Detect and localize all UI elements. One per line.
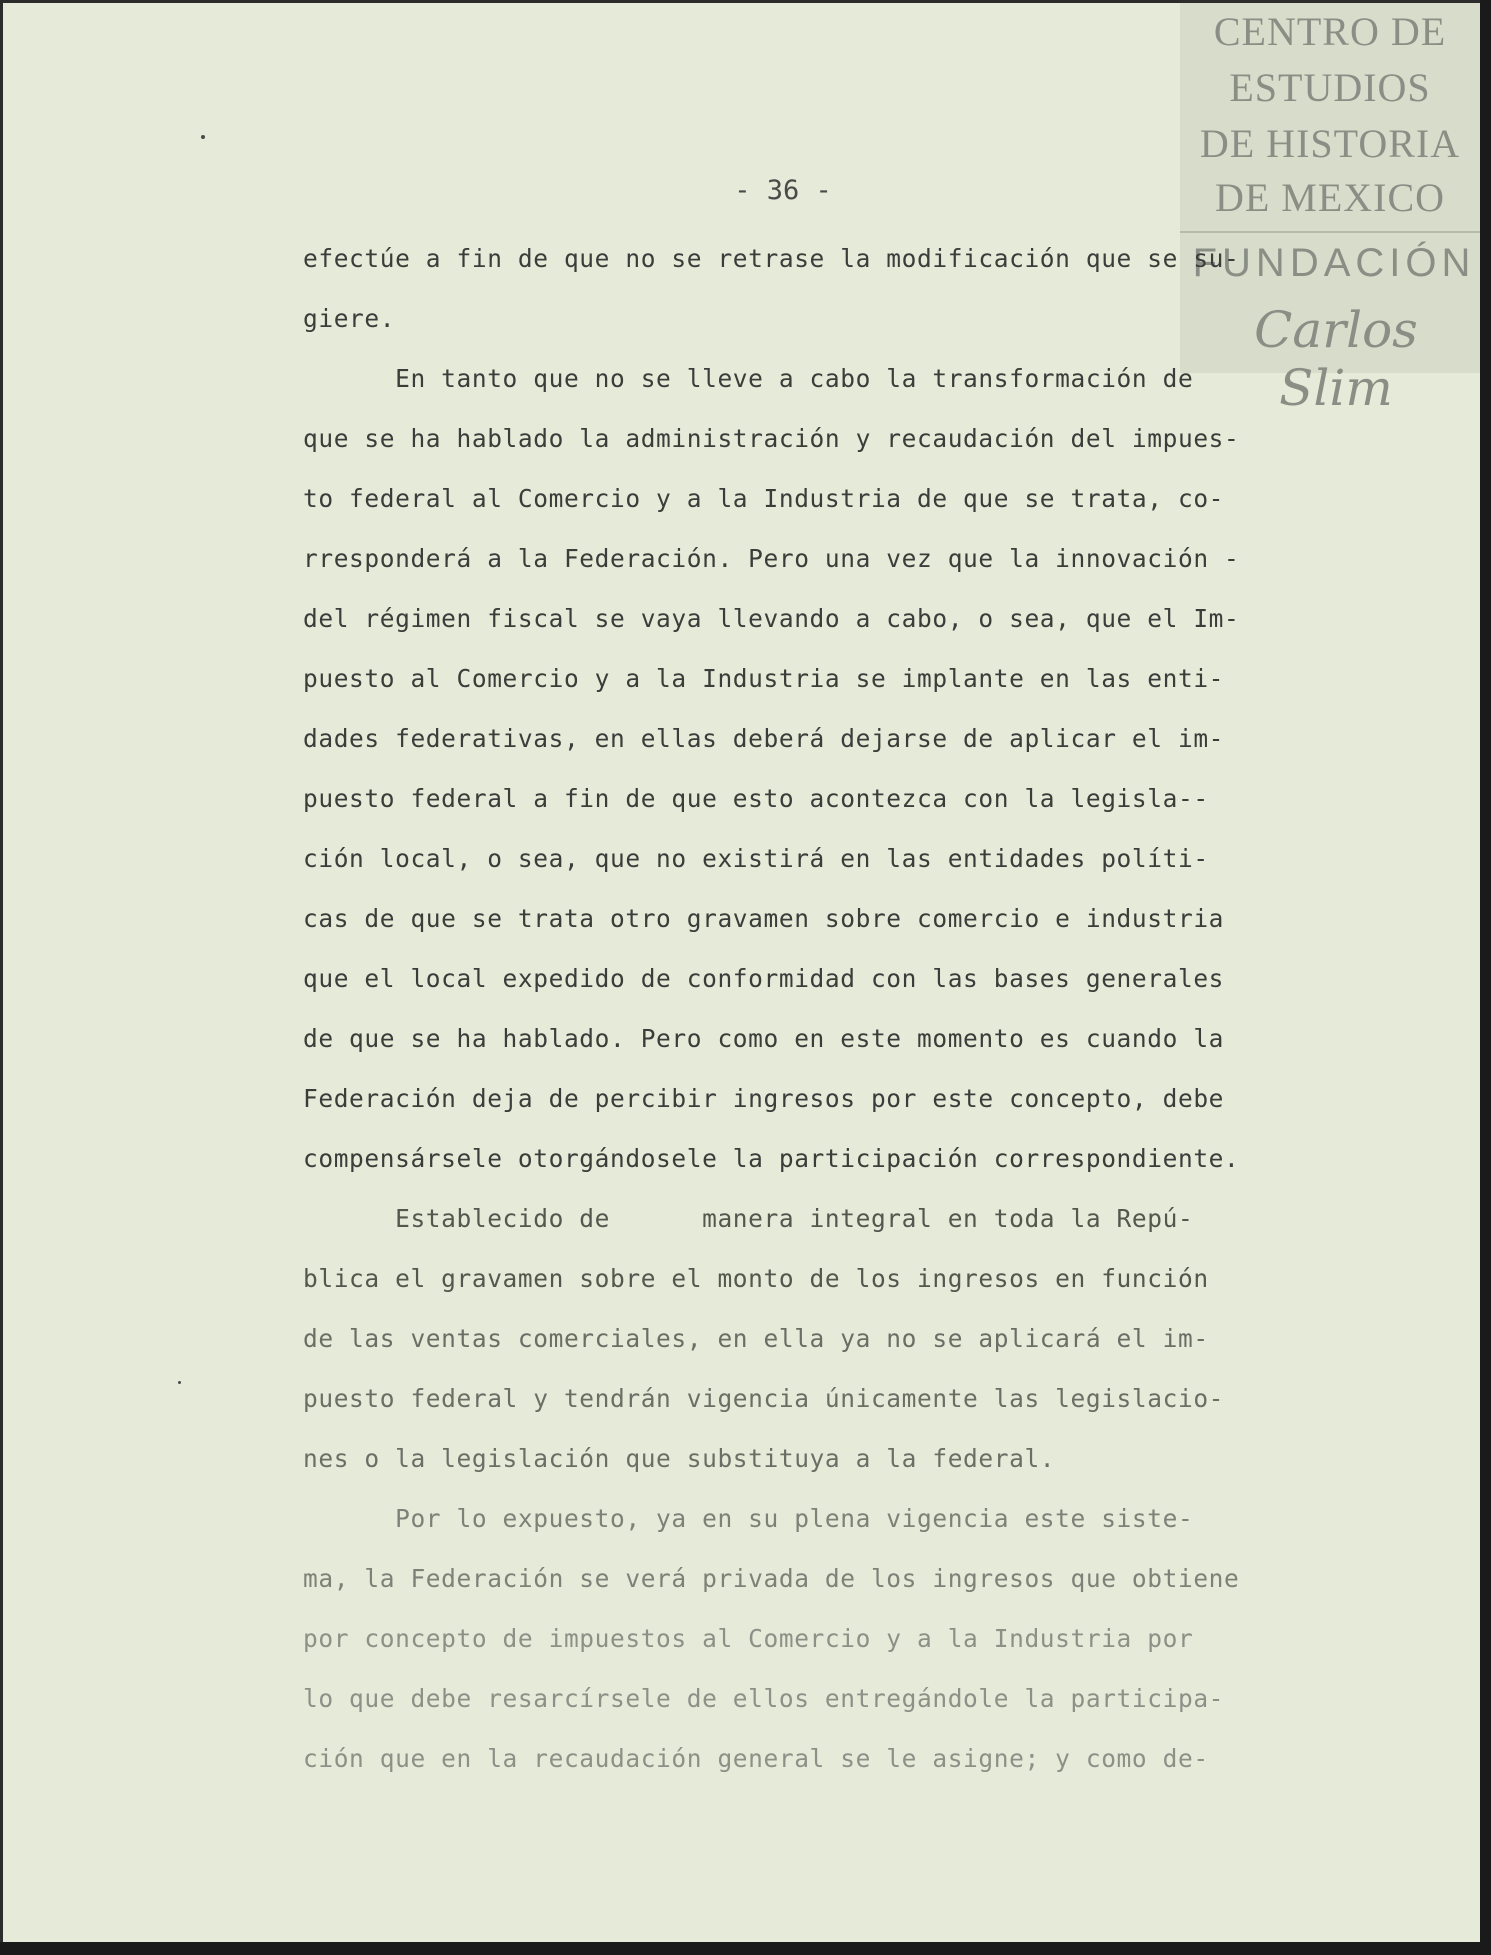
text-line: to federal al Comercio y a la Industria de que se trata, co- (303, 484, 1225, 513)
ink-speck (178, 1381, 181, 1384)
stamp-line-3: DE HISTORIA (1199, 121, 1461, 166)
text-line: lo que debe resarcírsele de ellos entregándole la participa- (303, 1684, 1225, 1713)
text-line: rresponderá a la Federación. Pero una vez que la innovación - (303, 544, 1240, 573)
text-line: cas de que se trata otro gravamen sobre comercio e industria (303, 904, 1225, 933)
text-line: Federación deja de percibir ingresos por este concepto, debe (303, 1084, 1225, 1113)
page-number: - 36 - (734, 175, 832, 206)
text-line: por concepto de impuestos al Comercio y a la Industria por (303, 1624, 1194, 1653)
ink-speck (201, 135, 205, 139)
stamp-line-1: CENTRO DE (1213, 9, 1447, 54)
text-line: Por lo expuesto, ya en su plena vigencia este siste- (303, 1504, 1194, 1533)
foundation-word: FUNDACIÓN (1192, 241, 1476, 285)
text-line: En tanto que no se lleve a cabo la transformación de (303, 364, 1194, 393)
text-line: que el local expedido de conformidad con las bases generales (303, 964, 1225, 993)
text-line: nes o la legislación que substituya a la federal. (303, 1444, 1056, 1473)
stamp-line-2: ESTUDIOS (1229, 65, 1431, 110)
stamp-line-4: DE MEXICO (1214, 175, 1446, 220)
body-text (303, 229, 1383, 1789)
text-line: giere. (303, 304, 396, 333)
text-line: Establecido de manera integral en toda la Repú- (303, 1204, 1194, 1233)
text-line: que se ha hablado la administración y recaudación del impues- (303, 424, 1240, 453)
text-line: ma, la Federación se verá privada de los ingresos que obtiene (303, 1564, 1240, 1593)
text-line: de que se ha hablado. Pero como en este momento es cuando la (303, 1024, 1225, 1053)
text-line: efectúe a fin de que no se retrase la modificación que se su- (303, 244, 1240, 273)
text-line: puesto federal y tendrán vigencia únicamente las legislacio- (303, 1384, 1225, 1413)
text-line: de las ventas comerciales, en ella ya no se aplicará el im- (303, 1324, 1209, 1353)
text-line: puesto al Comercio y a la Industria se implante en las enti- (303, 664, 1225, 693)
text-line: dades federativas, en ellas deberá dejarse de aplicar el im- (303, 724, 1225, 753)
text-line: puesto federal a fin de que esto acontezca con la legisla-- (303, 784, 1209, 813)
text-line: compensársele otorgándosele la participación correspondiente. (303, 1144, 1240, 1173)
text-line: ción local, o sea, que no existirá en las entidades políti- (303, 844, 1209, 873)
text-line: blica el gravamen sobre el monto de los ingresos en función (303, 1264, 1209, 1293)
text-line: del régimen fiscal se vaya llevando a cabo, o sea, que el Im- (303, 604, 1240, 633)
text-line: ción que en la recaudación general se le asigne; y como de- (303, 1744, 1209, 1773)
foundation-signature: Carlos Slim (1254, 301, 1418, 417)
